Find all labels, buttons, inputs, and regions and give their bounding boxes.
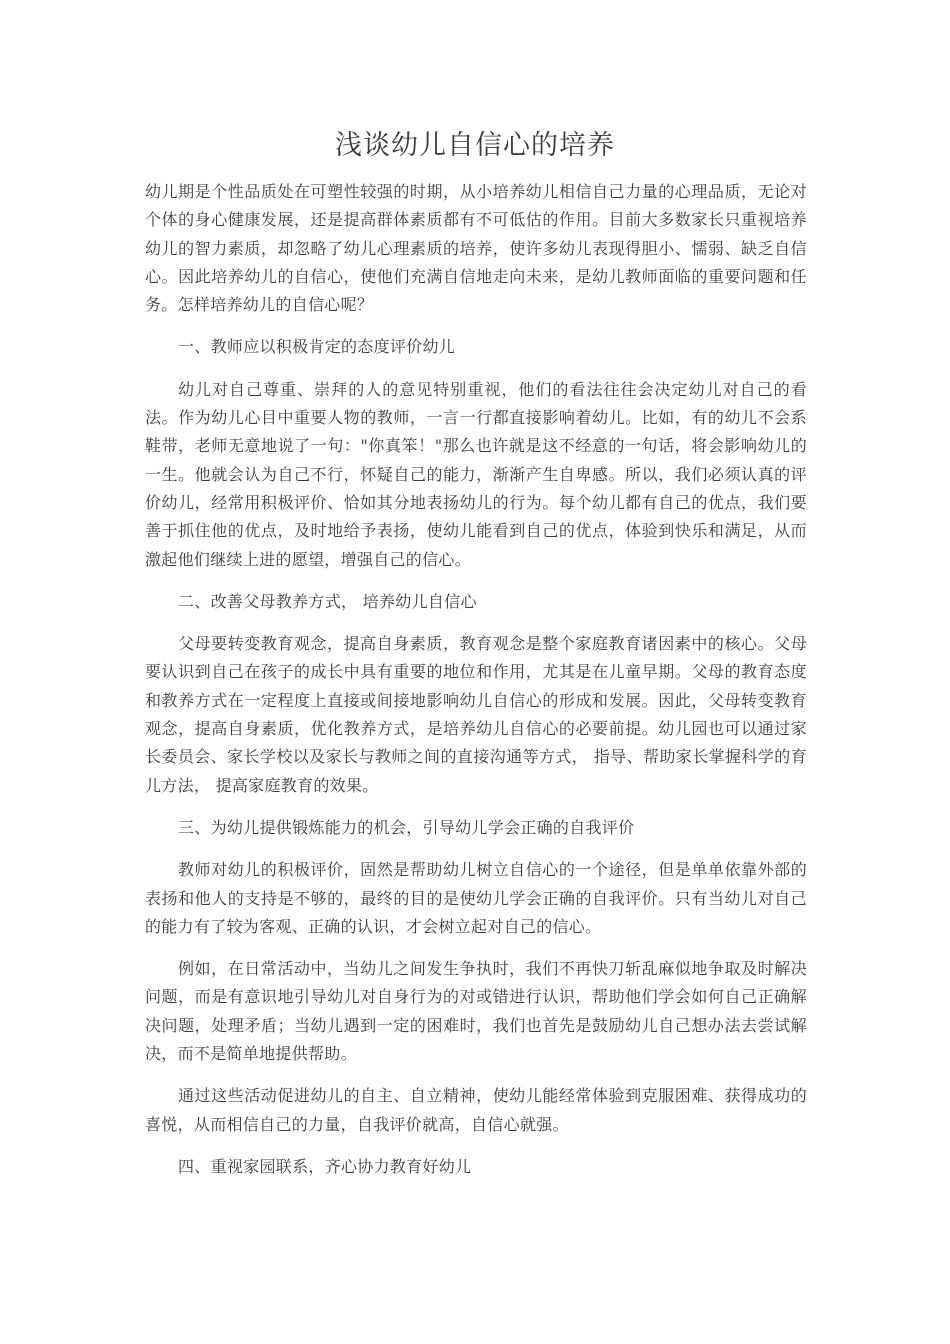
body-paragraph: 例如，在日常活动中，当幼儿之间发生争执时，我们不再快刀斩乱麻似地争取及时解决问题，而是有意识地引导幼儿对自身行为的对或错进行认识，帮助他们学会如何自己正确解决问题，处理矛盾；当幼儿遇到一定的困难时，我们也首先是鼓励幼儿自己想办法去尝试解决，而不是简单地提供帮助。 xyxy=(145,959,807,1064)
section-heading: 三、为幼儿提供锻炼能力的机会，引导幼儿学会正确的自我评价 xyxy=(178,817,635,837)
section-heading: 四、重视家园联系，齐心协力教育好幼儿 xyxy=(178,1156,472,1176)
section-heading: 一、教师应以积极肯定的态度评价幼儿 xyxy=(178,337,456,357)
body-paragraph: 幼儿对自己尊重、崇拜的人的意见特别重视，他们的看法往往会决定幼儿对自己的看法。作为幼儿心目中重要人物的教师，一言一行都直接影响着幼儿。比如，有的幼儿不会系鞋带，老师无意地说了一句："你真笨！"那么也许就是这不经意的一句话，将会影响幼儿的一生。他就会认为自己不行，怀疑自己的能力，渐渐产生自卑感。所以，我们必须认真的评价幼儿，经常用积极评价、恰如其分地表扬幼儿的行为。每个幼儿都有自己的优点，我们要善于抓住他的优点，及时地给予表扬，使幼儿能看到自己的优点，体验到快乐和满足，从而激起他们继续上进的愿望，增强自己的信心。 xyxy=(145,379,807,569)
body-paragraph: 幼儿期是个性品质处在可塑性较强的时期，从小培养幼儿相信自己力量的心理品质，无论对个体的身心健康发展，还是提高群体素质都有不可低估的作用。目前大多数家长只重视培养幼儿的智力素质，却忽略了幼儿心理素质的培养，使许多幼儿表现得胆小、懦弱、缺乏自信心。因此培养幼儿的自信心，使他们充满自信地走向未来，是幼儿教师面临的重要问题和任务。怎样培养幼儿的自信心呢？ xyxy=(145,182,807,315)
document-body xyxy=(145,178,807,1195)
document-title: 浅谈幼儿自信心的培养 xyxy=(335,130,615,161)
body-paragraph: 通过这些活动促进幼儿的自主、自立精神，使幼儿能经常体验到克服困难、获得成功的喜悦，从而相信自己的力量，自我评价就高，自信心就强。 xyxy=(145,1086,807,1134)
section-heading: 二、改善父母教养方式， 培养幼儿自信心 xyxy=(178,591,477,611)
body-paragraph: 教师对幼儿的积极评价，固然是帮助幼儿树立自信心的一个途径，但是单单依靠外部的表扬和他人的支持是不够的，最终的目的是使幼儿学会正确的自我评价。只有当幼儿对自己的能力有了较为客观、正确的认识，才会树立起对自己的信心。 xyxy=(145,860,807,936)
body-paragraph: 父母要转变教育观念，提高自身素质，教育观念是整个家庭教育诸因素中的核心。父母要认识到自己在孩子的成长中具有重要的地位和作用，尤其是在儿童早期。父母的教育态度和教养方式在一定程度上直接或间接地影响幼儿自信心的形成和发展。因此，父母转变教育观念，提高自身素质，优化教养方式，是培养幼儿自信心的必要前提。幼儿园也可以通过家长委员会、家长学校以及家长与教师之间的直接沟通等方式， 指导、帮助家长掌握科学的育儿方法， 提高家庭教育的效果。 xyxy=(145,634,807,795)
